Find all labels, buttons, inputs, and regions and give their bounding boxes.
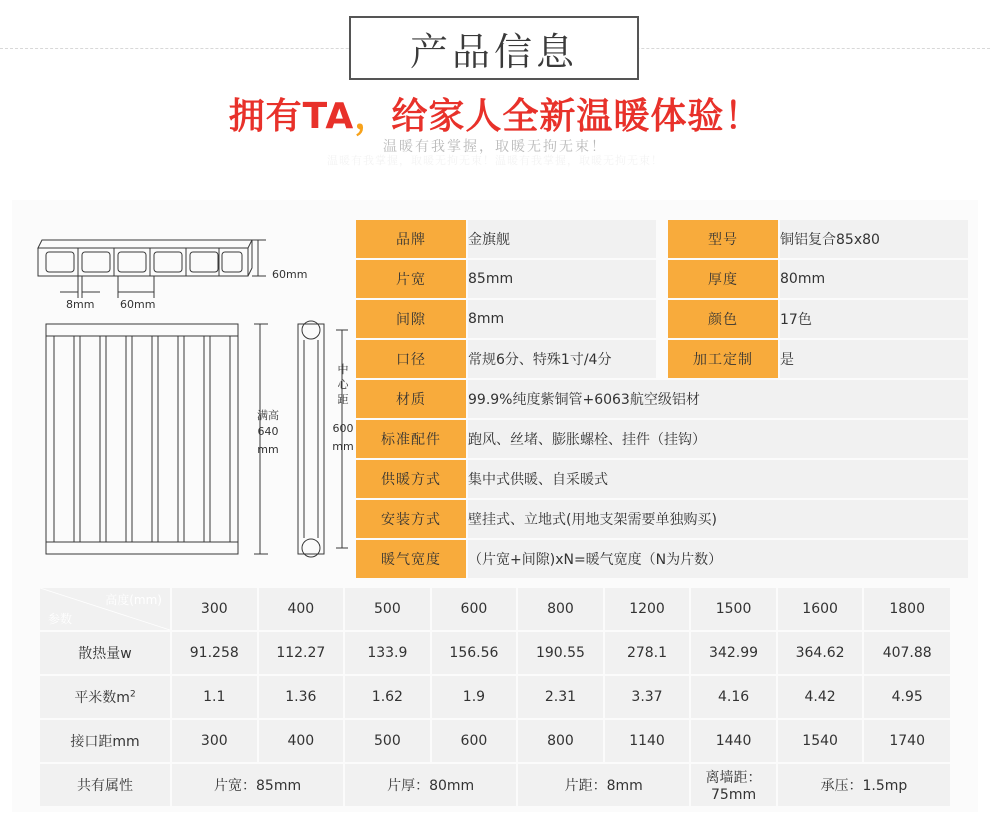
- page-title-box: [349, 16, 639, 80]
- table-corner-header: [40, 588, 171, 631]
- spec-value-model: 铜铝复合85x80: [779, 220, 968, 259]
- col-header-400: 400: [258, 588, 345, 631]
- cell-conn-300: 300: [171, 719, 258, 763]
- header-tagline: 温暖有我掌握，取暖无拘无束！: [383, 139, 607, 155]
- data-table: [40, 588, 950, 806]
- common-attr-thickness: 片厚：80mm: [344, 763, 517, 806]
- cell-conn-600: 600: [431, 719, 518, 763]
- cell-area-300: 1.1: [171, 675, 258, 719]
- subtitle-part-2: 给家人全新温暖体验！: [391, 96, 762, 137]
- cell-area-1800: 4.95: [863, 675, 950, 719]
- row-header-common-attrs: 共有属性: [40, 763, 171, 806]
- table-row: [40, 631, 950, 675]
- common-attr-wall-distance: 离墙距：75mm: [690, 763, 777, 806]
- dim-top-height: 60mm: [272, 268, 308, 281]
- common-attr-width: 片宽：85mm: [171, 763, 344, 806]
- cell-heat-400: 112.27: [258, 631, 345, 675]
- cell-heat-1500: 342.99: [690, 631, 777, 675]
- dim-center-label: 中 心 距: [337, 363, 349, 406]
- table-row: [356, 220, 968, 259]
- cell-area-400: 1.36: [258, 675, 345, 719]
- spec-key-caliber: 口径: [356, 339, 467, 379]
- table-row: [356, 339, 968, 379]
- dim-full-height-label: 满高: [257, 409, 279, 422]
- spec-value-accessories: 跑风、丝堵、膨胀螺栓、挂件（挂钩）: [467, 419, 968, 459]
- col-header-1500: 1500: [690, 588, 777, 631]
- cell-area-1200: 3.37: [604, 675, 691, 719]
- spec-key-color: 颜色: [668, 299, 779, 339]
- corner-label-param: 参数: [48, 612, 73, 626]
- spec-key-accessories: 标准配件: [356, 419, 467, 459]
- cell-heat-1200: 278.1: [604, 631, 691, 675]
- table-row: [40, 675, 950, 719]
- dim-full-height-value: 640: [257, 425, 279, 438]
- cell-conn-1600: 1540: [777, 719, 864, 763]
- spec-gap: [656, 339, 668, 379]
- table-row: [356, 299, 968, 339]
- spec-key-model: 型号: [668, 220, 779, 259]
- spec-key-custom: 加工定制: [668, 339, 779, 379]
- radiator-diagram: [20, 212, 350, 572]
- spec-value-width: 85mm: [467, 259, 656, 299]
- table-row: [356, 459, 968, 499]
- table-row: [356, 380, 968, 419]
- spec-key-material: 材质: [356, 380, 467, 419]
- dim-gap: 8mm: [66, 298, 95, 311]
- common-attr-pressure: 承压：1.5mp: [777, 763, 950, 806]
- col-header-300: 300: [171, 588, 258, 631]
- subtitle-part-1: 拥有TA: [228, 96, 355, 137]
- spec-key-heating-mode: 供暖方式: [356, 459, 467, 499]
- col-header-1800: 1800: [863, 588, 950, 631]
- cell-conn-800: 800: [517, 719, 604, 763]
- heat-output-table: [40, 588, 950, 806]
- dim-center-value: 600: [332, 422, 354, 435]
- row-header-area: 平米数$m^2$: [40, 675, 171, 719]
- cell-heat-600: 156.56: [431, 631, 518, 675]
- cell-conn-400: 400: [258, 719, 345, 763]
- cell-area-1600: 4.42: [777, 675, 864, 719]
- spec-tables: [356, 220, 968, 580]
- table-row: [356, 539, 968, 579]
- spec-value-brand: 金旗舰: [467, 220, 656, 259]
- page-title: 产品信息: [409, 29, 578, 74]
- cell-conn-500: 500: [344, 719, 431, 763]
- subtitle-comma: ，: [354, 96, 392, 137]
- col-header-1600: 1600: [777, 588, 864, 631]
- row-header-heat-output: 散热量w: [40, 631, 171, 675]
- cell-area-600: 1.9: [431, 675, 518, 719]
- spec-key-brand: 品牌: [356, 220, 467, 259]
- table-row: [356, 259, 968, 299]
- cell-conn-1500: 1440: [690, 719, 777, 763]
- cell-heat-1600: 364.62: [777, 631, 864, 675]
- product-info-panel: [12, 200, 978, 812]
- spec-gap: [656, 220, 668, 259]
- cell-heat-1800: 407.88: [863, 631, 950, 675]
- spec-key-gap: 间隙: [356, 299, 467, 339]
- header-subtitle: [0, 88, 990, 139]
- cell-area-500: 1.62: [344, 675, 431, 719]
- cell-heat-800: 190.55: [517, 631, 604, 675]
- table-row: [40, 763, 950, 806]
- col-header-600: 600: [431, 588, 518, 631]
- spec-key-thickness: 厚度: [668, 259, 779, 299]
- spec-value-caliber: 常规6分、特殊1寸/4分: [467, 339, 656, 379]
- table-row: [40, 719, 950, 763]
- spec-value-gap: 8mm: [467, 299, 656, 339]
- spec-value-material: 99.9%纯度紫铜管+6063航空级铝材: [467, 380, 968, 419]
- spec-value-radiator-width: （片宽+间隙)xN=暖气宽度（N为片数）: [467, 539, 968, 579]
- spec-table-paired: [356, 220, 968, 380]
- spec-value-install-mode: 壁挂式、立地式(用地支架需要单独购买): [467, 499, 968, 539]
- common-attr-pitch: 片距：8mm: [517, 763, 690, 806]
- spec-value-thickness: 80mm: [779, 259, 968, 299]
- dim-full-height-unit: mm: [257, 443, 279, 456]
- table-row: [356, 499, 968, 539]
- row-header-connection: 接口距mm: [40, 719, 171, 763]
- cell-heat-300: 91.258: [171, 631, 258, 675]
- product-drawing: [20, 212, 354, 572]
- dim-pitch: 60mm: [120, 298, 156, 311]
- spec-key-install-mode: 安装方式: [356, 499, 467, 539]
- cell-area-800: 2.31: [517, 675, 604, 719]
- page-header: [0, 0, 990, 200]
- dim-center-unit: mm: [332, 440, 354, 453]
- spec-table-full: [356, 380, 968, 580]
- header-ghost-text: 温暖有我掌握，取暖无拘无束！温暖有我掌握，取暖无拘无束！: [327, 154, 663, 167]
- spec-value-heating-mode: 集中式供暖、自采暖式: [467, 459, 968, 499]
- cell-conn-1200: 1140: [604, 719, 691, 763]
- corner-label-height: 高度(mm): [105, 593, 162, 607]
- spec-value-color: 17色: [779, 299, 968, 339]
- table-row: [356, 419, 968, 459]
- col-header-800: 800: [517, 588, 604, 631]
- col-header-1200: 1200: [604, 588, 691, 631]
- spec-gap: [656, 299, 668, 339]
- spec-key-width: 片宽: [356, 259, 467, 299]
- cell-conn-1800: 1740: [863, 719, 950, 763]
- cell-heat-500: 133.9: [344, 631, 431, 675]
- cell-area-1500: 4.16: [690, 675, 777, 719]
- spec-gap: [656, 259, 668, 299]
- spec-key-radiator-width: 暖气宽度: [356, 539, 467, 579]
- spec-value-custom: 是: [779, 339, 968, 379]
- table-header-row: [40, 588, 950, 631]
- col-header-500: 500: [344, 588, 431, 631]
